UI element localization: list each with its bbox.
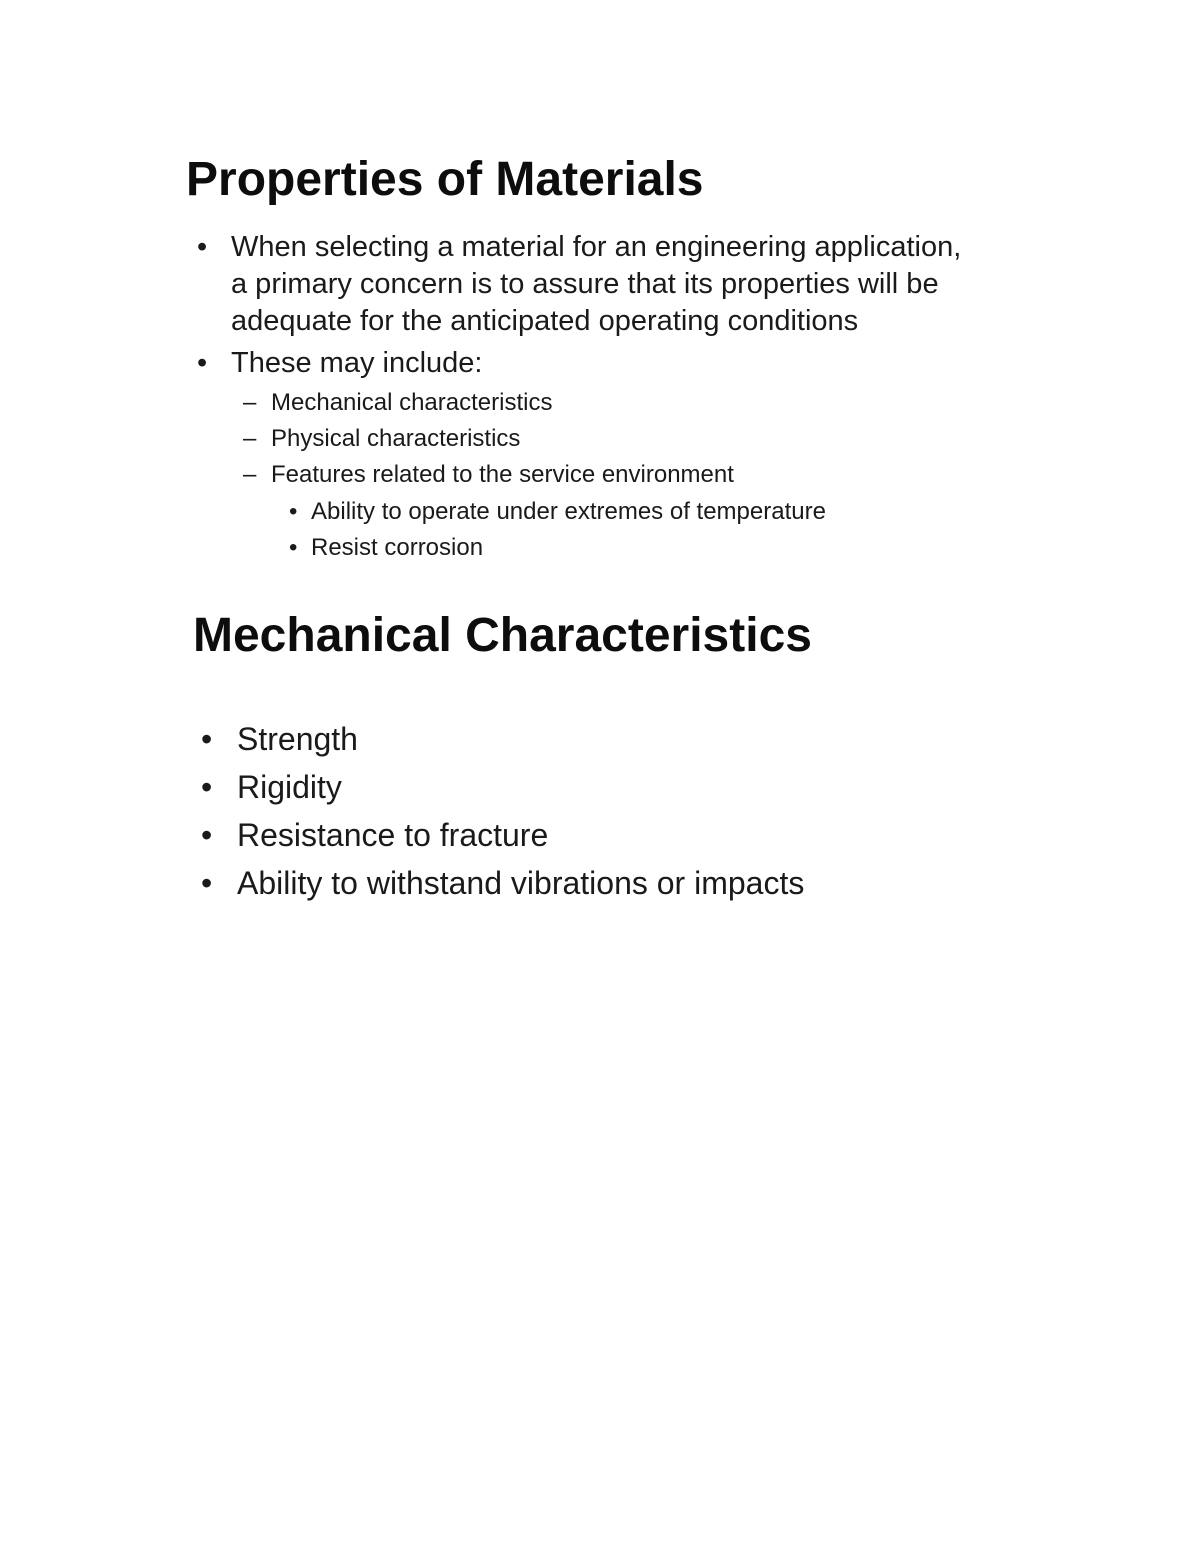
section-title: Mechanical Characteristics bbox=[193, 609, 812, 662]
bullet-marker: • bbox=[289, 534, 298, 561]
sub-item-text: Physical characteristics bbox=[271, 425, 521, 452]
sub-item-text: Mechanical characteristics bbox=[271, 389, 553, 416]
bullet-marker: • bbox=[197, 347, 208, 379]
sub-item-text: Features related to the service environment bbox=[271, 461, 734, 488]
bullet-marker: • bbox=[201, 817, 213, 853]
bullet-text: Rigidity bbox=[237, 769, 342, 805]
bullet-text: Resistance to fracture bbox=[237, 817, 549, 853]
bullet-marker: • bbox=[289, 498, 298, 525]
sub-sub-item-text: Resist corrosion bbox=[311, 534, 484, 561]
dash-marker: – bbox=[243, 461, 257, 488]
bullet-text-line: adequate for the anticipated operating conditions bbox=[231, 305, 859, 337]
bullet-text: Ability to withstand vibrations or impacts bbox=[237, 865, 805, 901]
dash-marker: – bbox=[243, 425, 257, 452]
sub-sub-item-text: Ability to operate under extremes of temperature bbox=[311, 498, 826, 525]
bullet-text-line: When selecting a material for an engineering application, bbox=[231, 231, 962, 263]
bullet-text-line: a primary concern is to assure that its properties will be bbox=[231, 268, 939, 300]
bullet-marker: • bbox=[201, 769, 213, 805]
bullet-marker: • bbox=[197, 231, 208, 263]
bullet-text: These may include: bbox=[231, 347, 483, 379]
bullet-marker: • bbox=[201, 865, 213, 901]
bullet-marker: • bbox=[201, 721, 213, 757]
dash-marker: – bbox=[243, 389, 257, 416]
page-title: Properties of Materials bbox=[186, 153, 704, 206]
bullet-text: Strength bbox=[237, 721, 358, 757]
